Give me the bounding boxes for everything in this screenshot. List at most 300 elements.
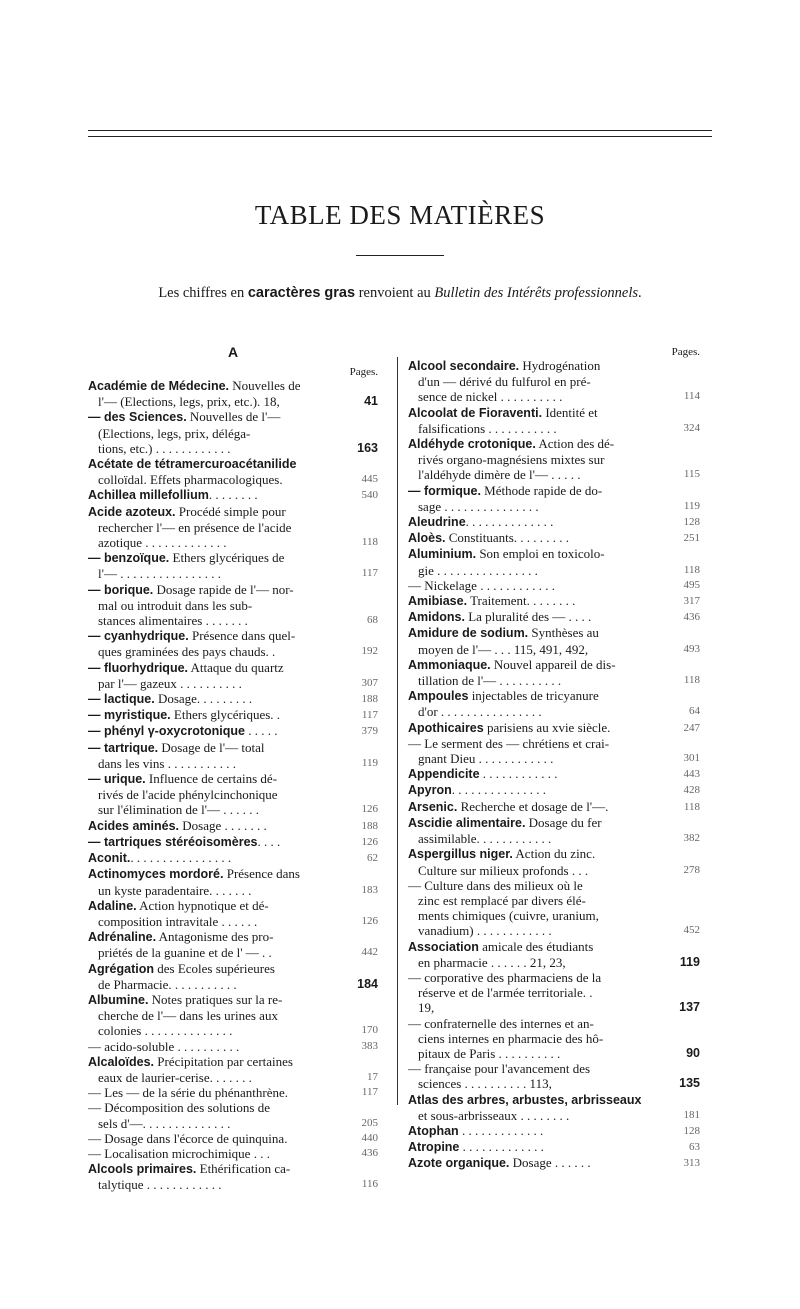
entry-continuation-line	[88, 945, 378, 960]
entry-page: 324	[683, 421, 700, 434]
entry-continuation-line	[408, 452, 700, 467]
entry-page: 68	[367, 614, 378, 627]
entry-term: — tartriques stéréoisomères	[88, 834, 258, 849]
entry-text: l'aldéhyde dimère de l'— . . . . .	[418, 467, 581, 483]
index-entry	[88, 740, 378, 771]
index-entry	[408, 625, 700, 656]
entry-text: Nouvelles de l'—	[186, 409, 281, 425]
entry-term: — cyanhydrique.	[88, 629, 189, 644]
index-entry	[88, 504, 378, 551]
entry-term: Agrégation	[88, 961, 154, 976]
entry-continuation-line	[88, 787, 378, 802]
index-entry	[88, 1039, 378, 1054]
entry-page: 116	[361, 1178, 378, 1191]
entry-page: 307	[361, 676, 378, 689]
entry-first-line	[408, 878, 700, 893]
entry-term: Appendicite	[408, 767, 480, 782]
entry-first-line	[88, 456, 378, 472]
entry-first-line	[88, 1100, 378, 1115]
entry-first-line	[408, 657, 700, 673]
index-entry	[88, 660, 378, 691]
entry-text: . . . . . . . . . . . . . .	[465, 514, 554, 530]
entry-continuation-line	[88, 613, 378, 628]
entry-text: et sous-arbrisseaux . . . . . . . .	[418, 1107, 570, 1123]
entry-continuation-line	[88, 394, 378, 409]
entry-text: priétés de la guanine et de l' — . .	[98, 945, 272, 961]
entry-text: . . . . . . . .	[208, 487, 258, 503]
entry-continuation-line	[408, 1031, 700, 1046]
entry-continuation-line	[408, 389, 700, 404]
pages-header: Pages.	[671, 346, 700, 358]
entry-continuation-line	[88, 914, 378, 929]
entry-first-line	[88, 582, 378, 598]
entry-text: . . . . . . . . . . . . . . . .	[130, 850, 232, 866]
index-entry	[408, 1155, 700, 1171]
index-entry	[88, 929, 378, 960]
pages-header: Pages.	[349, 366, 378, 378]
entry-page: 436	[683, 611, 700, 624]
entry-first-line	[88, 504, 378, 520]
entry-term: Alcool secondaire.	[408, 359, 520, 373]
entry-first-line	[88, 707, 378, 723]
entry-page: 184	[357, 976, 378, 991]
entry-term: Aldéhyde crotonique.	[408, 437, 536, 452]
entry-page: 119	[683, 499, 700, 512]
entry-text: Attaque du quartz	[188, 659, 284, 675]
entry-text: Traitement. . . . . . . .	[467, 593, 576, 609]
entry-term: Association	[408, 939, 479, 954]
entry-text: rivés organo-magnésiens mixtes sur	[418, 452, 605, 468]
entry-text: . . . . . . . . . . . . .	[459, 1139, 544, 1155]
index-entry	[88, 961, 378, 992]
entry-first-line	[88, 409, 378, 425]
entry-first-line	[88, 1054, 378, 1070]
entry-first-line	[408, 1139, 700, 1155]
entry-text: . . . . . . . . . . . . . . .	[451, 782, 546, 798]
entry-text: des Ecoles supérieures	[153, 960, 275, 976]
entry-page: 115	[683, 468, 700, 481]
index-entry	[408, 846, 700, 877]
top-rule-2	[88, 136, 712, 137]
entry-term: Aleudrine	[408, 515, 466, 530]
entry-page: 114	[683, 390, 700, 403]
entry-continuation-line	[88, 441, 378, 456]
index-entry	[408, 609, 700, 625]
index-entry	[88, 866, 378, 897]
entry-first-line	[88, 1039, 378, 1054]
entry-first-line	[88, 1085, 378, 1100]
entry-first-line	[408, 358, 700, 374]
entry-first-line	[408, 736, 700, 751]
entry-first-line	[408, 688, 700, 704]
entry-continuation-line	[408, 499, 700, 514]
entry-term: Alcoolat de Fioraventi.	[408, 405, 543, 420]
entry-text: talytique . . . . . . . . . . . .	[98, 1177, 222, 1193]
entry-continuation-line	[88, 598, 378, 613]
page-title: TABLE DES MATIÈRES	[254, 200, 546, 230]
entry-first-line	[88, 1161, 378, 1177]
entry-page: 192	[361, 645, 378, 658]
entry-term: Ammoniaque.	[408, 657, 491, 672]
entry-page: 128	[683, 1124, 700, 1137]
index-entry	[88, 550, 378, 581]
entry-text: Constituants. . . . . . . . .	[445, 530, 570, 546]
entry-continuation-line	[408, 1076, 700, 1091]
index-entry	[88, 1100, 378, 1130]
entry-continuation-line	[88, 883, 378, 898]
entry-page: 62	[367, 852, 378, 865]
entry-term: Albumine.	[88, 992, 149, 1007]
entry-page: 128	[683, 516, 700, 529]
entry-first-line	[408, 720, 700, 736]
index-entry	[408, 1061, 700, 1091]
index-entry	[88, 898, 378, 929]
entry-first-line	[88, 818, 378, 834]
index-entry	[408, 815, 700, 846]
entry-first-line	[88, 992, 378, 1008]
subtitle-before: Les chiffres en	[158, 285, 248, 301]
entry-text: Recherche et dosage de l'—.	[457, 798, 609, 814]
entry-text: Hydrogénation	[519, 358, 601, 373]
column-divider	[397, 357, 398, 1105]
entry-term: Apyron	[408, 783, 452, 798]
entry-term: Aluminium.	[408, 547, 477, 562]
index-entry	[408, 1092, 700, 1123]
entry-page: 445	[361, 473, 378, 486]
entry-term: — urique.	[88, 772, 146, 787]
entry-continuation-line	[408, 563, 700, 578]
entry-page: 436	[361, 1146, 378, 1159]
entry-continuation-line	[88, 977, 378, 992]
entry-text: Nouvelles de	[229, 378, 301, 393]
index-entry	[408, 546, 700, 577]
index-entry	[88, 628, 378, 659]
index-entry	[408, 530, 700, 546]
index-entry	[408, 782, 700, 798]
entry-term: — Nickelage	[408, 577, 477, 593]
entry-continuation-line	[88, 756, 378, 771]
entry-text: gie . . . . . . . . . . . . . . . .	[418, 562, 538, 578]
entry-text: falsifications . . . . . . . . . . .	[418, 420, 557, 436]
subtitle-after: .	[638, 285, 642, 301]
entry-text: sage . . . . . . . . . . . . . . .	[418, 498, 539, 514]
entry-first-line	[408, 815, 700, 831]
entry-first-line	[88, 628, 378, 644]
entry-text: Dosage. . . . . . . . .	[154, 691, 253, 707]
subtitle-italic: Bulletin des Intérêts professionnels	[434, 285, 639, 301]
entry-text: injectables de tricyanure	[468, 688, 599, 704]
index-entry	[408, 1139, 700, 1155]
entry-continuation-line	[408, 1046, 700, 1061]
entry-text: vanadium) . . . . . . . . . . . .	[418, 923, 552, 939]
entry-page: 90	[686, 1045, 700, 1060]
entry-continuation-line	[408, 955, 700, 970]
entry-term: Arsenic.	[408, 799, 458, 814]
entry-text: Influence de certains dé-	[145, 771, 278, 787]
entry-page: 495	[683, 578, 700, 591]
entry-text: . . . . . . . . . . . . .	[458, 1122, 544, 1138]
entry-text: un kyste paradentaire. . . . . . .	[98, 882, 252, 898]
entry-first-line	[88, 723, 378, 739]
entry-term: — myristique.	[88, 708, 171, 723]
index-entry	[88, 1131, 378, 1146]
entry-text: mal ou introduit dans les sub-	[98, 597, 253, 613]
entry-continuation-line	[408, 673, 700, 688]
right-column	[408, 345, 700, 1172]
index-entry	[88, 582, 378, 629]
entry-text: en pharmacie . . . . . . 21, 23,	[418, 954, 566, 970]
entry-text: Présence dans quel-	[188, 628, 296, 644]
index-entry	[88, 409, 378, 456]
entry-term: — confraternelle des internes et an-	[408, 1015, 594, 1031]
entry-term: Adaline.	[88, 898, 137, 913]
entry-text: par l'— gazeux . . . . . . . . . .	[98, 675, 242, 691]
entry-first-line	[408, 436, 700, 452]
index-entry	[88, 818, 378, 834]
entry-page: 118	[683, 563, 700, 576]
index-entry	[408, 1123, 700, 1139]
entry-first-line	[408, 625, 700, 641]
entry-continuation-line	[408, 421, 700, 436]
entry-first-line	[88, 660, 378, 676]
entry-page: 443	[683, 768, 700, 781]
entry-text: La pluralité des — . . . .	[464, 609, 592, 625]
entry-term: Amibiase.	[408, 594, 468, 609]
entry-first-line	[408, 609, 700, 625]
entry-page: 183	[361, 883, 378, 896]
entry-text: . . . . . . . . . . . .	[479, 766, 558, 782]
entry-first-line	[408, 578, 700, 593]
entry-first-line	[88, 929, 378, 945]
entry-text: Précipitation par certaines	[154, 1053, 293, 1069]
entry-text: sciences . . . . . . . . . . 113,	[418, 1076, 552, 1092]
entry-continuation-line	[88, 1070, 378, 1085]
index-entry	[408, 939, 700, 970]
entry-term: — borique.	[88, 582, 154, 597]
entry-continuation-line	[408, 863, 700, 878]
entry-text: Synthèses au	[528, 625, 599, 641]
entry-term: — Dosage dans l'écorce de quinquina.	[88, 1130, 288, 1146]
index-entry	[88, 850, 378, 866]
entry-term: Alcools primaires.	[88, 1162, 197, 1177]
entry-text: Ethérification ca-	[196, 1161, 291, 1177]
entry-term: — Localisation microchimique . . .	[88, 1145, 270, 1161]
entry-text: dans les vins . . . . . . . . . . .	[98, 755, 236, 771]
entry-continuation-line	[88, 1177, 378, 1192]
entry-term: — tartrique.	[88, 740, 159, 755]
entry-continuation-line	[88, 644, 378, 659]
entry-page: 119	[361, 756, 378, 769]
entry-first-line	[88, 550, 378, 566]
top-rule-1	[88, 130, 712, 131]
entry-term: Aspergillus niger.	[408, 847, 513, 862]
entry-term: — Les — de la série du phénanthrène.	[88, 1085, 288, 1101]
entry-term: Acides aminés.	[88, 818, 180, 833]
index-entry	[408, 766, 700, 782]
subtitle-bold: caractères gras	[247, 285, 356, 301]
entry-text: rivés de l'acide phénylcinchonique	[98, 787, 278, 803]
entry-page: 493	[683, 642, 700, 655]
entry-page: 442	[361, 946, 378, 959]
entry-term: Atlas des arbres, arbustes, arbrisseaux	[408, 1092, 642, 1107]
entry-text: colloïdal. Effets pharmacologiques.	[98, 472, 283, 488]
right-entries	[408, 358, 700, 1172]
entry-page: 41	[364, 394, 378, 409]
entry-text: rechercher l'— en présence de l'acide	[98, 519, 292, 535]
left-entries	[88, 378, 378, 1193]
entry-continuation-line	[88, 676, 378, 691]
entry-term: — des Sciences.	[88, 410, 187, 425]
entry-continuation-line	[88, 426, 378, 441]
entry-page: 126	[361, 835, 378, 848]
left-column	[88, 345, 378, 1193]
entry-continuation-line	[408, 893, 700, 908]
entry-term: Acétate de tétramercuroacétanilide	[88, 457, 297, 472]
entry-text: zinc est remplacé par divers élé-	[418, 892, 586, 908]
subtitle	[0, 285, 800, 302]
entry-continuation-line	[88, 802, 378, 817]
entry-text: Antagonisme des pro-	[156, 929, 274, 945]
entry-first-line	[408, 846, 700, 862]
entry-text: assimilable. . . . . . . . . . . .	[418, 831, 552, 847]
entry-page: 278	[683, 863, 700, 876]
entry-continuation-line	[408, 467, 700, 482]
entry-first-line	[88, 1146, 378, 1161]
index-entry	[88, 723, 378, 739]
entry-continuation-line	[88, 1023, 378, 1038]
entry-page: 63	[689, 1141, 700, 1154]
entry-text: sels d'—. . . . . . . . . . . . . .	[98, 1115, 231, 1131]
entry-text: Dosage . . . . . .	[509, 1155, 591, 1171]
entry-term: Amidure de sodium.	[408, 626, 529, 641]
index-entry	[408, 578, 700, 593]
entry-page: 540	[361, 489, 378, 502]
index-entry	[408, 1016, 700, 1062]
entry-page: 118	[683, 800, 700, 813]
index-entry	[408, 436, 700, 483]
entry-term: Actinomyces mordoré.	[88, 867, 224, 882]
entry-text: composition intravitale . . . . . .	[98, 913, 258, 929]
entry-text: moyen de l'— . . . 115, 491, 492,	[418, 641, 589, 657]
entry-term: — Culture dans des milieux où le	[408, 877, 583, 893]
entry-text: d'or . . . . . . . . . . . . . . . .	[418, 704, 542, 720]
entry-term: Ascidie alimentaire.	[408, 815, 526, 830]
entry-first-line	[408, 1123, 700, 1139]
index-entry	[88, 1146, 378, 1161]
entry-page: 383	[361, 1039, 378, 1052]
entry-first-line	[408, 1155, 700, 1171]
entry-term: Azote organique.	[408, 1156, 510, 1171]
entry-first-line	[88, 834, 378, 850]
entry-page: 301	[683, 752, 700, 765]
entry-first-line	[88, 866, 378, 882]
entry-page: 181	[683, 1108, 700, 1121]
index-entry	[88, 378, 378, 409]
entry-page: 170	[361, 1024, 378, 1037]
entry-page: 17	[367, 1070, 378, 1083]
entry-text: Action hypnotique et dé-	[136, 897, 269, 913]
entry-term: — benzoïque.	[88, 551, 170, 566]
index-entry	[408, 358, 700, 405]
entry-text: parisiens au xvie siècle.	[483, 719, 611, 735]
entry-first-line	[408, 1092, 700, 1108]
entry-page: 137	[679, 1000, 700, 1015]
entry-continuation-line	[88, 472, 378, 487]
entry-continuation-line	[408, 923, 700, 938]
entry-first-line	[408, 799, 700, 815]
entry-page: 205	[361, 1116, 378, 1129]
entry-first-line	[88, 961, 378, 977]
entry-first-line	[408, 530, 700, 546]
entry-term: — fluorhydrique.	[88, 660, 188, 675]
entry-text: ciens internes en pharmacie des hô-	[418, 1030, 604, 1046]
entry-text: Son emploi en toxicolo-	[476, 546, 605, 562]
entry-text: Dosage rapide de l'— nor-	[153, 581, 294, 597]
entry-page: 379	[361, 725, 378, 738]
entry-page: 188	[361, 819, 378, 832]
index-entry	[88, 992, 378, 1039]
index-entry	[88, 707, 378, 723]
entry-text: 19,	[418, 1000, 435, 1016]
index-entry	[408, 405, 700, 436]
index-entry	[408, 593, 700, 609]
entry-text: tions, etc.) . . . . . . . . . . . .	[98, 440, 231, 456]
entry-text: Dosage . . . . . . .	[179, 817, 267, 833]
entry-term: Atropine	[408, 1140, 460, 1155]
entry-page: 118	[361, 536, 378, 549]
entry-page: 251	[683, 532, 700, 545]
entry-first-line	[88, 771, 378, 787]
entry-text: Action des dé-	[535, 436, 615, 452]
entry-term: — corporative des pharmaciens de la	[408, 969, 602, 985]
entry-continuation-line	[88, 520, 378, 535]
entry-first-line	[408, 593, 700, 609]
entry-term: — Le serment des — chrétiens et crai-	[408, 735, 610, 751]
entry-first-line	[88, 378, 378, 394]
entry-first-line	[88, 740, 378, 756]
entry-continuation-line	[408, 704, 700, 719]
entry-page: 247	[683, 721, 700, 734]
entry-continuation-line	[408, 642, 700, 657]
entry-text: . . . . .	[244, 723, 278, 739]
index-entry	[408, 657, 700, 688]
entry-continuation-line	[408, 374, 700, 389]
entry-page: 117	[361, 1086, 378, 1099]
entry-continuation-line	[408, 1108, 700, 1123]
entry-first-line	[408, 405, 700, 421]
entry-term: Apothicaires	[408, 720, 484, 735]
entry-term: Aconit.	[88, 851, 131, 866]
entry-term: Adrénaline.	[88, 930, 157, 945]
entry-first-line	[408, 970, 700, 985]
index-entry	[88, 1085, 378, 1100]
entry-text: l'— (Elections, legs, prix, etc.). 18,	[98, 394, 280, 410]
entry-text: réserve et de l'armée territoriale. .	[418, 985, 593, 1001]
entry-text: azotique . . . . . . . . . . . . .	[98, 535, 227, 551]
entry-text: colonies . . . . . . . . . . . . . .	[98, 1023, 233, 1039]
entry-page: 118	[683, 674, 700, 687]
entry-first-line	[88, 691, 378, 707]
index-entry	[88, 834, 378, 850]
entry-first-line	[88, 1131, 378, 1146]
entry-text: Procédé simple pour	[175, 503, 286, 519]
entry-first-line	[408, 782, 700, 798]
entry-first-line	[408, 546, 700, 562]
entry-continuation-line	[408, 751, 700, 766]
entry-page: 428	[683, 784, 700, 797]
entry-page: 163	[357, 440, 378, 455]
entry-text: l'— . . . . . . . . . . . . . . . .	[98, 566, 221, 582]
